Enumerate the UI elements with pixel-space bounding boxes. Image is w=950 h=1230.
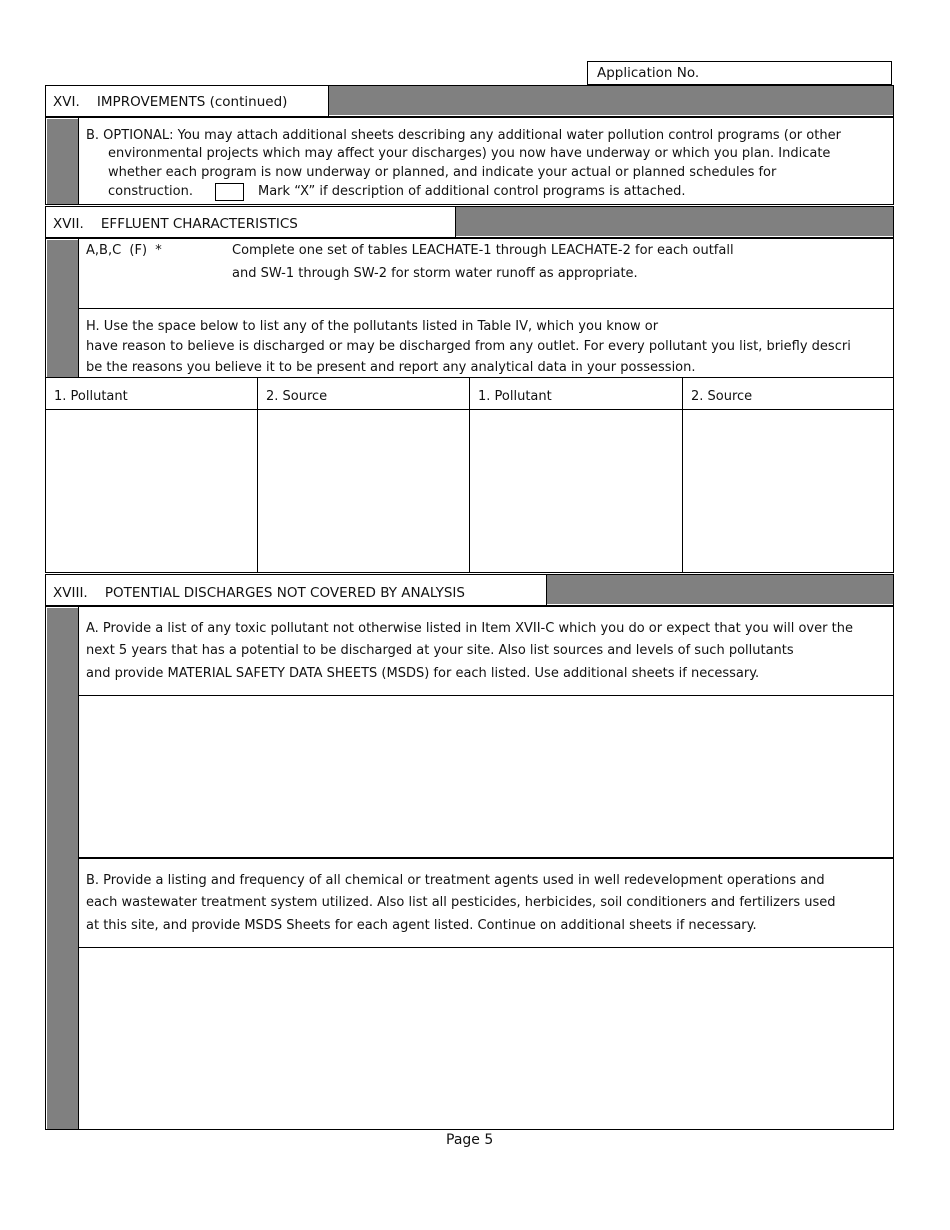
column-divider — [469, 378, 470, 572]
sec18-a-line3: and provide MATERIAL SAFETY DATA SHEETS (MSDS) for each listed. Use additional sheets if necessary. — [86, 666, 760, 681]
sec17-abc-line1: Complete one set of tables LEACHATE-1 through LEACHATE-2 for each outfall — [232, 243, 734, 258]
col-header-pollutant-1: 1. Pollutant — [54, 389, 128, 404]
col-header-source-1: 2. Source — [266, 389, 328, 404]
left-bar — [47, 119, 78, 204]
sec17-h-line2: have reason to believe is discharged or may be discharged from any outlet. For every pollutant you list, briefly descri — [86, 339, 851, 354]
sec16-header-bar — [329, 86, 893, 115]
left-bar — [47, 608, 78, 1129]
divider — [78, 118, 79, 204]
application-no-label: Application No. — [597, 65, 704, 81]
sec16-b-line4-mark: Mark “X” if description of additional control programs is attached. — [258, 184, 686, 199]
column-divider — [257, 378, 258, 572]
sec17-abc-label: A,B,C (F) * — [86, 243, 162, 258]
divider — [79, 947, 893, 948]
divider — [78, 607, 79, 1129]
sec18-b-line2: each wastewater treatment system utilized. Also list all pesticides, herbicides, soil conditioners and fertilizers used — [86, 895, 836, 910]
divider — [546, 575, 547, 605]
source-1-field[interactable] — [259, 411, 468, 571]
divider — [328, 86, 329, 116]
sec17-h-line1: H. Use the space below to list any of the pollutants listed in Table IV, which you know or — [86, 319, 659, 334]
sec17-abc-line2: and SW-1 through SW-2 for storm water runoff as appropriate. — [232, 266, 638, 281]
divider — [455, 207, 456, 237]
source-2-field[interactable] — [684, 411, 893, 571]
sec18-a-line1: A. Provide a list of any toxic pollutant not otherwise listed in Item XVII-C which you do or expect that you will over the — [86, 621, 853, 636]
page-number: Page 5 — [446, 1132, 494, 1148]
sec18-title: XVIII. POTENTIAL DISCHARGES NOT COVERED BY ANALYSIS — [53, 585, 465, 601]
column-divider — [682, 378, 683, 572]
col-header-pollutant-2: 1. Pollutant — [478, 389, 552, 404]
sec16-title: XVI. IMPROVEMENTS (continued) — [53, 94, 288, 110]
control-programs-checkbox[interactable] — [215, 183, 244, 201]
sec16-b-line1: B. OPTIONAL: You may attach additional sheets describing any additional water pollution control programs (or other — [86, 128, 841, 143]
left-bar — [47, 240, 78, 377]
pollutant-1-field[interactable] — [47, 411, 256, 571]
divider — [79, 857, 893, 859]
sec16-b-line4: construction. — [108, 184, 193, 199]
sec18-header-bar — [547, 575, 893, 604]
sec17-h-line3: be the reasons you believe it to be present and report any analytical data in your possession. — [86, 360, 696, 375]
chemical-agents-list-field[interactable] — [80, 950, 892, 1128]
sec18-b-line1: B. Provide a listing and frequency of all chemical or treatment agents used in well redevelopment operations and — [86, 873, 825, 888]
divider — [79, 308, 893, 309]
sec18-b-line3: at this site, and provide MSDS Sheets for each agent listed. Continue on additional sheets if necessary. — [86, 918, 757, 933]
sec16-b-line3: whether each program is now underway or planned, and indicate your actual or planned schedules for — [108, 165, 777, 180]
pollutant-2-field[interactable] — [471, 411, 681, 571]
divider — [79, 695, 893, 696]
sec17-title: XVII. EFFLUENT CHARACTERISTICS — [53, 216, 298, 232]
sec16-b-line2: environmental projects which may affect your discharges) you now have underway or which you plan. Indicate — [108, 146, 831, 161]
col-header-source-2: 2. Source — [691, 389, 753, 404]
sec17-header-bar — [456, 207, 893, 236]
toxic-pollutant-list-field[interactable] — [80, 698, 892, 855]
sec18-a-line2: next 5 years that has a potential to be discharged at your site. Also list sources and levels of such pollutants — [86, 643, 794, 658]
